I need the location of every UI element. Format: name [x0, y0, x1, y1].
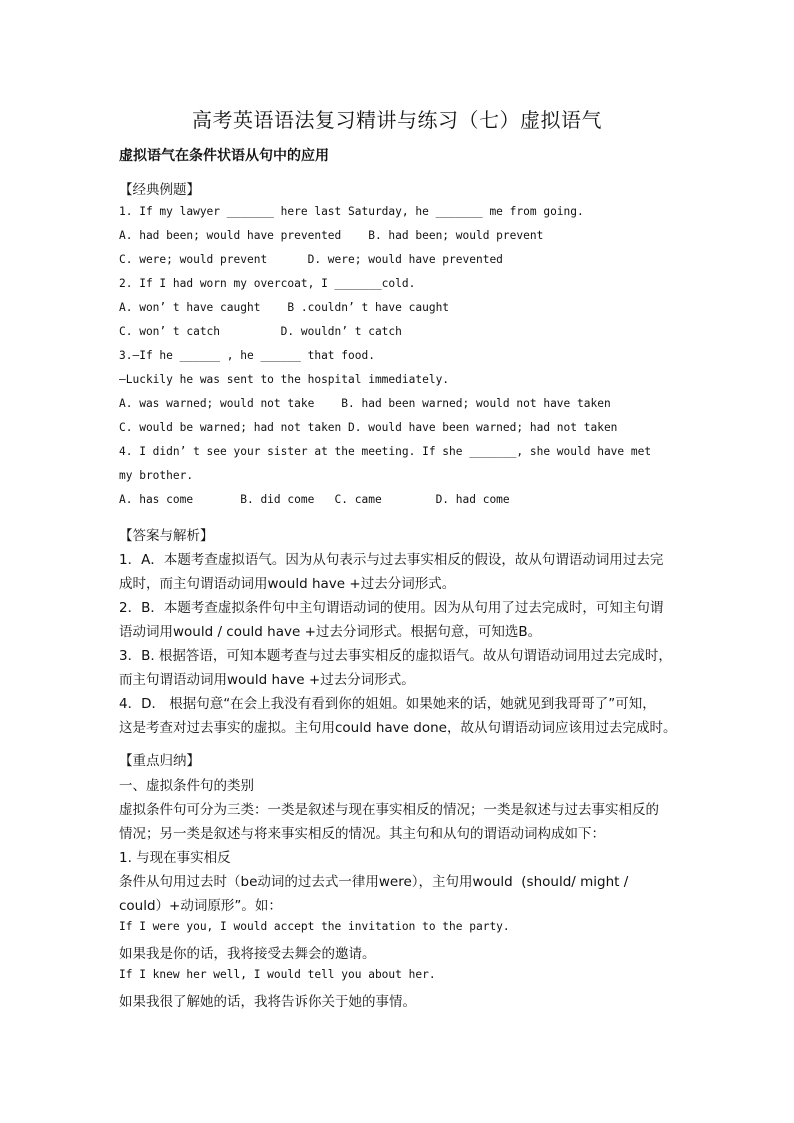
question-line: C. won’ t catch D. wouldn’ t catch [119, 325, 402, 338]
answer-line: 4．D． 根据句意“在会上我没有看到你的姐姐。如果她来的话，她就见到我哥哥了”可知， [119, 696, 656, 712]
answer-line: 语动词用would / could have +过去分词形式。根据句意，可知选B。 [119, 624, 542, 640]
question-line: 1. If my lawyer _______ here last Saturday, he _______ me from going. [119, 205, 584, 218]
summary-header: 【重点归纳】 [119, 753, 200, 769]
answer-line: 而主句谓语动词用would have +过去分词形式。 [119, 672, 415, 688]
question-line: C. were; would prevent D. were; would have prevented [119, 253, 503, 266]
question-line: —Luckily he was sent to the hospital immediately. [119, 373, 450, 386]
answer-line: 2．B．本题考查虚拟条件句中主句谓语动词的使用。因为从句用了过去完成时，可知主句谓 [119, 600, 664, 616]
answer-line: 1．A．本题考查虚拟语气。因为从句表示与过去事实相反的假设，故从句谓语动词用过去完 [119, 552, 664, 568]
summary-line: could）+动词原形”。如： [119, 898, 282, 914]
question-line: A. won’ t have caught B .couldn’ t have caught [119, 301, 450, 314]
section-subtitle: 虚拟语气在条件状语从句中的应用 [119, 148, 329, 164]
example-translation: 如果我很了解她的话，我将告诉你关于她的事情。 [119, 994, 416, 1010]
question-line: 4. I didn’ t see your sister at the meeting. If she _______, she would have met [119, 445, 652, 458]
question-line: A. has come B. did come C. came D. had come [119, 493, 510, 506]
question-line: 2. If I had worn my overcoat, I _______cold. [119, 277, 416, 290]
answer-line: 这是考查对过去事实的虚拟。主句用could have done，故从句谓语动词应该用过去完成时。 [119, 720, 677, 736]
question-line: C. would be warned; had not taken D. would have been warned; had not taken [119, 421, 618, 434]
summary-line: 一、虚拟条件句的类别 [119, 778, 254, 794]
answer-line: 成时，而主句谓语动词用would have +过去分词形式。 [119, 576, 456, 592]
page-title: 高考英语语法复习精讲与练习（七）虚拟语气 [192, 108, 602, 132]
question-line: A. was warned; would not take B. had been warned; would not have taken [119, 397, 611, 410]
answer-line: 3．B. 根据答语，可知本题考查与过去事实相反的虚拟语气。故从句谓语动词用过去完成时， [119, 648, 672, 664]
summary-line: 虚拟条件句可分为三类：一类是叙述与现在事实相反的情况；一类是叙述与过去事实相反的 [119, 802, 659, 818]
question-line: my brother. [119, 469, 194, 482]
examples-header: 【经典例题】 [119, 182, 200, 198]
summary-line: 情况；另一类是叙述与将来事实相反的情况。其主句和从句的谓语动词构成如下： [119, 826, 605, 842]
example-translation: 如果我是你的话，我将接受去舞会的邀请。 [119, 946, 376, 962]
question-line: A. had been; would have prevented B. had been; would prevent [119, 229, 544, 242]
summary-line: 条件从句用过去时（be动词的过去式一律用were），主句用would (should/ might / [119, 874, 629, 890]
example-sentence: If I knew her well, I would tell you about her. [119, 968, 436, 981]
answers-header: 【答案与解析】 [119, 528, 214, 544]
example-sentence: If I were you, I would accept the invitation to the party. [119, 920, 510, 933]
summary-line: 1. 与现在事实相反 [119, 850, 231, 866]
question-line: 3.—If he ______ , he ______ that food. [119, 349, 375, 362]
